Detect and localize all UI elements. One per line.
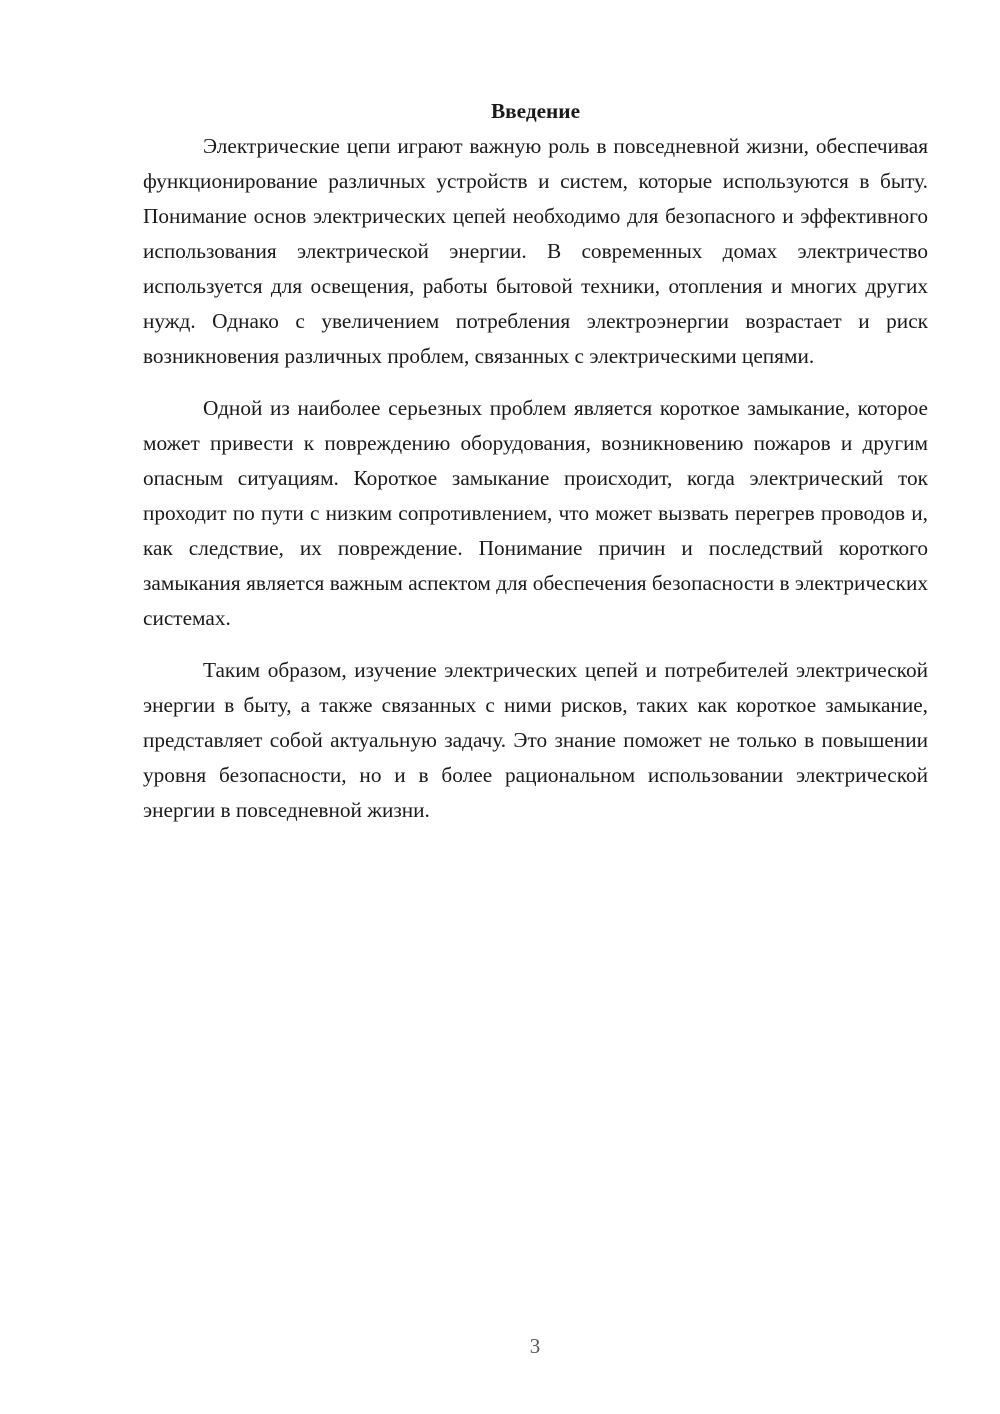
paragraph-intro: Электрические цепи играют важную роль в повседневной жизни, обеспечивая функционирование различных устройств и систем, которые используются в быту. Понимание основ электрических цепей необходимо для безопасного и эффективного использования электрической энергии. В современных домах электричество используется для освещения, работы бытовой техники, отопления и многих других нужд. Однако с увеличением потребления электроэнергии возрастает и риск возникновения различных проблем, связанных с электрическими цепями.: [143, 134, 928, 368]
page-number: 3: [529, 1334, 541, 1358]
paragraph-short-circuit: Одной из наиболее серьезных проблем является короткое замыкание, которое может привести к повреждению оборудования, возникновению пожаров и другим опасным ситуациям. Короткое замыкание происходит, когда электрический ток проходит по пути с низким сопротивлением, что может вызвать перегрев проводов и, как следствие, их повреждение. Понимание причин и последствий короткого замыкания является важным аспектом для обеспечения безопасности в электрических системах.: [143, 396, 928, 630]
section-title: Введение: [490, 99, 581, 123]
paragraph-conclusion: Таким образом, изучение электрических цепей и потребителей электрической энергии в быту, а также связанных с ними рисков, таких как короткое замыкание, представляет собой актуальную задачу. Это знание поможет не только в повышении уровня безопасности, но и в более рациональном использовании электрической энергии в повседневной жизни.: [143, 658, 928, 822]
page-content: [143, 94, 928, 828]
